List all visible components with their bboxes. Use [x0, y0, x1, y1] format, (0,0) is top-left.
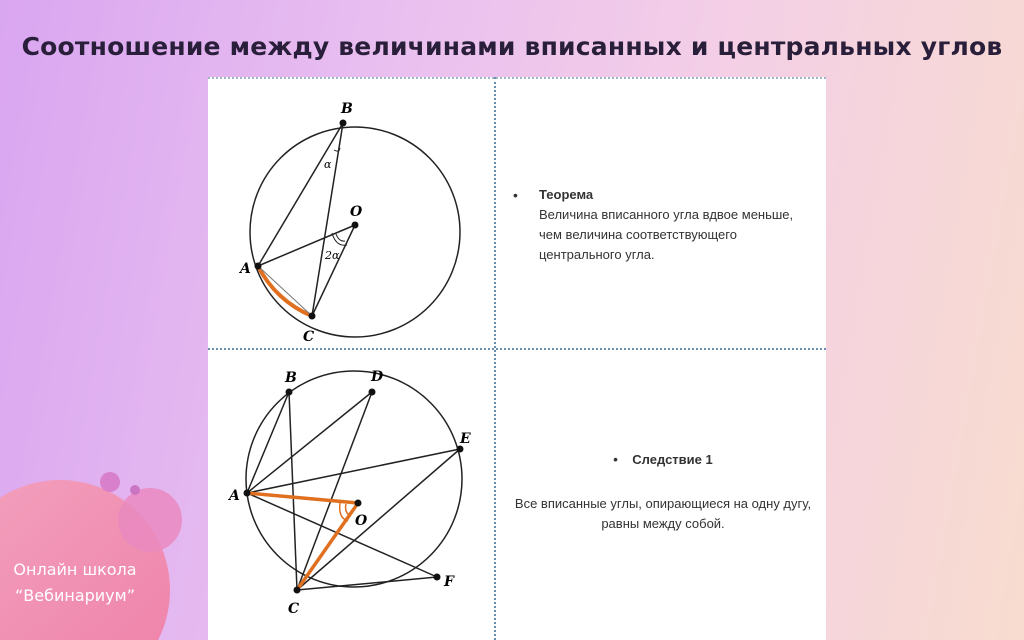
theorem-heading: Теорема [539, 187, 594, 202]
corollary-heading-line [513, 450, 813, 470]
theorem-block [513, 185, 813, 265]
bullet-icon: • [513, 187, 518, 203]
corollary-diagram [208, 350, 494, 640]
label-b: B [285, 370, 297, 386]
bullet-icon: • [613, 452, 633, 467]
label-d: D [371, 369, 384, 385]
label-b: B [341, 101, 353, 117]
page-title: Соотношение между величинами вписанных и центральных углов [21, 32, 1003, 61]
corollary-text: Все вписанные углы, опирающиеся на одну дугу, равны между собой. [514, 496, 812, 531]
vertical-divider [494, 77, 496, 640]
label-o: O [350, 204, 363, 220]
label-c: C [288, 601, 300, 617]
corollary-block [513, 450, 813, 534]
label-c: C [303, 329, 315, 345]
theorem-diagram [208, 77, 494, 348]
label-alpha: α [324, 158, 332, 171]
school-label [0, 557, 150, 609]
label-f: F [444, 574, 454, 590]
label-a: A [229, 488, 240, 504]
content-card [208, 77, 826, 640]
theorem-text: Величина вписанного угла вдвое меньше, чем величина соответствующего центрального угла. [539, 207, 794, 262]
decorative-bubbles [0, 450, 230, 640]
corollary-heading: Следствие 1 [632, 452, 713, 467]
label-two-alpha: 2α [325, 249, 340, 262]
school-line-1: Онлайн школа [13, 560, 137, 579]
label-e: E [460, 431, 471, 447]
label-a: A [240, 261, 251, 277]
school-line-2: “Вебинариум” [14, 586, 136, 605]
label-o: O [355, 513, 368, 529]
